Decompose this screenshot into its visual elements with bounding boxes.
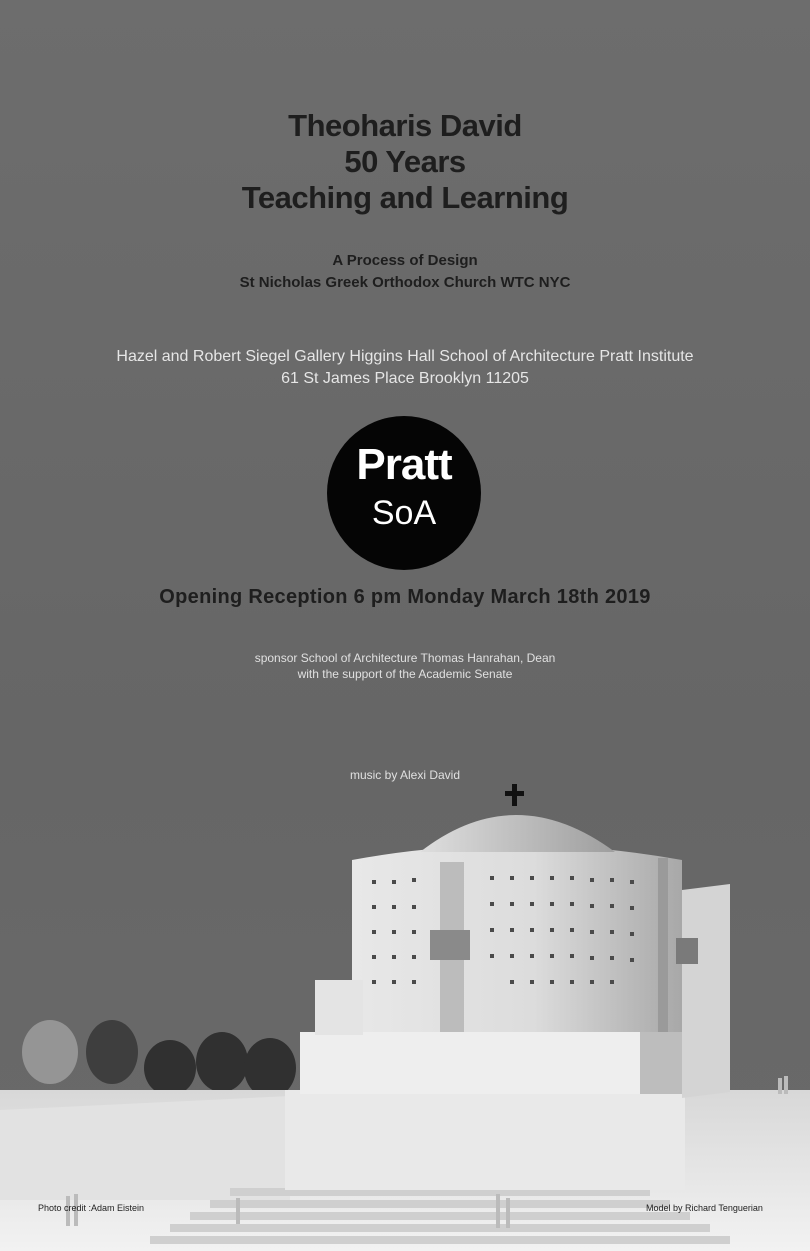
music-credit: music by Alexi David (349, 768, 461, 782)
subtitle-church: St Nicholas Greek Orthodox Church WTC NYC (239, 274, 571, 291)
model-dome (420, 815, 615, 852)
venue-address: 61 St James Place Brooklyn 11205 (281, 370, 529, 387)
church-model-photo (0, 780, 810, 1251)
model-drum (352, 845, 682, 1032)
logo-pratt-text: Pratt (356, 440, 452, 489)
model-cross (505, 784, 524, 806)
model-side-wall (682, 884, 730, 1098)
model-base (285, 1090, 685, 1190)
title-line-teaching: Teaching and Learning (241, 180, 569, 215)
poster-subtitle (0, 250, 810, 294)
sponsor-block (0, 650, 810, 682)
model-credit: Model by Richard Tenguerian (646, 1203, 763, 1213)
model-trees (22, 1020, 296, 1098)
pratt-soa-logo (327, 416, 481, 570)
venue-gallery: Hazel and Robert Siegel Gallery Higgins Hall School of Architecture Pratt Institute (116, 348, 694, 365)
venue-block (0, 346, 810, 390)
title-line-years: 50 Years (344, 144, 466, 179)
title-line-name: Theoharis David (288, 108, 522, 143)
poster-title (0, 108, 810, 216)
opening-reception: Opening Reception 6 pm Monday March 18th 2019 (159, 586, 651, 608)
logo-soa-text: SoA (371, 494, 437, 532)
subtitle-process: A Process of Design (332, 252, 478, 269)
sponsor-senate: with the support of the Academic Senate (297, 667, 513, 681)
photo-credit: Photo credit :Adam Eistein (38, 1203, 145, 1213)
sponsor-dean: sponsor School of Architecture Thomas Hanrahan, Dean (254, 651, 556, 665)
